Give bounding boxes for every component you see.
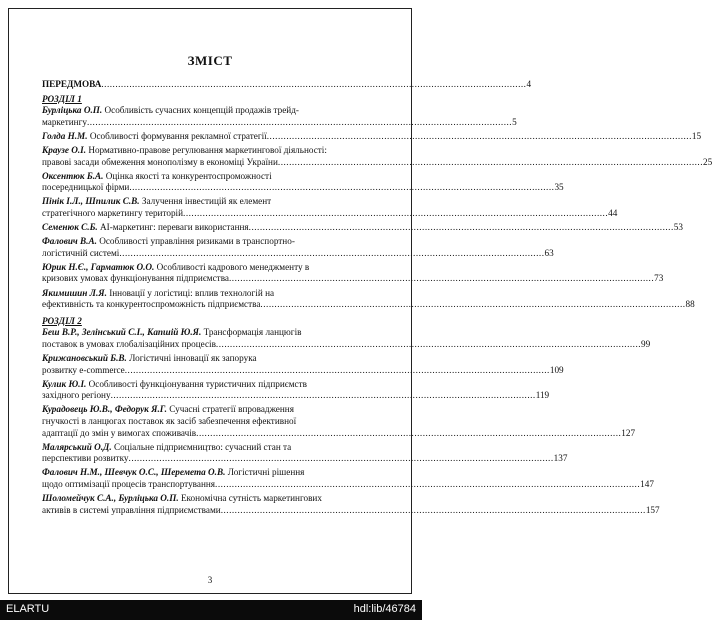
entry-title: гнучкості в ланцюгах поставок як засіб забезпечення ефективної xyxy=(42,415,297,426)
toc-entry-line xyxy=(42,453,568,465)
entry-text xyxy=(42,145,327,155)
entry-text xyxy=(42,105,299,115)
entry-title: Особливості кадрового менеджменту в xyxy=(156,261,310,272)
toc-entry[interactable] xyxy=(42,130,702,143)
toc-entry-line xyxy=(42,338,651,351)
leader-dots xyxy=(125,365,550,377)
intro-label: ПЕРЕДМОВА xyxy=(42,79,102,89)
toc-entry-line xyxy=(42,427,636,440)
section-1-entries xyxy=(42,105,712,311)
leader-dots xyxy=(278,157,703,169)
entry-page: 53 xyxy=(673,222,683,233)
entry-text xyxy=(42,196,271,206)
entry-author: Фалович Н.М., Шевчук О.С., Шеремета О.В. xyxy=(42,467,226,478)
entry-page: 119 xyxy=(535,390,550,401)
intro-page: 4 xyxy=(526,79,532,89)
toc-entry-line xyxy=(42,364,564,377)
page-title: ЗМІСТ xyxy=(187,53,233,68)
toc-entry[interactable] xyxy=(42,493,660,516)
entry-title: Особливості управління ризиками в транспортно- xyxy=(99,236,295,247)
entry-page: 157 xyxy=(645,504,660,515)
toc-entry[interactable] xyxy=(42,441,568,465)
toc-entry[interactable] xyxy=(42,352,564,376)
entry-title: Нормативно-правове регулювання маркетингової діяльності: xyxy=(88,144,327,155)
entry-text xyxy=(42,273,229,285)
entry-author: Якимишин Л.Я. xyxy=(42,287,107,298)
entry-title: AI-маркетинг: переваги використання xyxy=(100,222,249,233)
footer-bar xyxy=(0,600,422,620)
entry-text xyxy=(42,171,272,181)
entry-author: Оксентюк Б.А. xyxy=(42,170,104,181)
toc-entry-line xyxy=(42,196,375,208)
entry-title: Особливості функціонування туристичних підприємств xyxy=(88,378,307,389)
entry-text xyxy=(42,365,125,377)
leader-dots xyxy=(249,222,674,234)
entry-author: Шоломейчук С.А., Бурліцька О.П. xyxy=(42,493,179,503)
entry-page: 63 xyxy=(544,247,554,258)
toc-entry-line xyxy=(42,288,375,300)
entry-text xyxy=(42,416,296,426)
toc-entry[interactable] xyxy=(42,287,695,311)
toc-entry-line xyxy=(42,116,517,129)
entry-title: Оцінка якості та конкурентоспроможності xyxy=(105,170,272,181)
section-2-entries xyxy=(42,327,660,516)
entry-page: 109 xyxy=(549,364,564,375)
entry-text xyxy=(42,262,309,272)
entry-title: Сучасні стратегії впровадження xyxy=(169,404,294,415)
leader-dots xyxy=(183,208,608,220)
toc-entry-line xyxy=(42,105,375,117)
toc-entry-line xyxy=(42,273,664,285)
toc-entry-line xyxy=(42,236,375,248)
entry-text xyxy=(42,248,119,260)
section-2-heading: РОЗДІЛ 2 xyxy=(42,315,82,326)
leader-dots xyxy=(260,299,685,311)
leader-dots xyxy=(196,428,621,440)
leader-dots xyxy=(101,79,526,91)
entry-text xyxy=(42,117,87,129)
page-number: 3 xyxy=(207,575,213,585)
leader-dots xyxy=(129,182,554,194)
entry-text xyxy=(42,208,183,220)
entry-text xyxy=(42,222,249,234)
entry-title: адаптації до змін у вимогах споживачів xyxy=(42,427,197,438)
leader-dots xyxy=(119,248,544,260)
toc-entry[interactable] xyxy=(42,144,712,168)
toc-entry[interactable] xyxy=(42,222,683,234)
entry-page: 88 xyxy=(685,299,695,310)
entry-title: посередницької фірми xyxy=(42,182,130,193)
leader-dots xyxy=(221,505,646,517)
leader-dots xyxy=(267,131,692,143)
toc-entry-line xyxy=(42,156,712,169)
entry-title: маркетингу xyxy=(42,116,87,127)
toc-entry-line xyxy=(42,442,375,454)
book-page xyxy=(8,8,712,594)
toc-entry[interactable] xyxy=(42,378,550,402)
entry-text xyxy=(42,353,257,363)
toc-entry-line xyxy=(42,353,375,365)
toc-entry[interactable] xyxy=(42,236,554,259)
entry-title: Соціальне підприємництво: сучасний стан та xyxy=(113,441,292,452)
entry-title: поставок в умовах глобалізаційних процесів xyxy=(42,338,216,349)
toc-entry-line xyxy=(42,262,375,274)
entry-text xyxy=(42,428,196,440)
footer-handle: hdl:lib/46784 xyxy=(353,603,416,615)
section-1-heading: РОЗДІЛ 1 xyxy=(42,93,82,104)
entry-text xyxy=(42,379,307,389)
toc-entry-line xyxy=(42,504,660,517)
leader-dots xyxy=(129,453,554,465)
entry-title: Особливість сучасних концепцій продажів трейд- xyxy=(104,105,299,116)
entry-author: Голда Н.М. xyxy=(42,130,88,141)
table-of-contents xyxy=(42,79,712,519)
entry-title: стратегічного маркетингу територій xyxy=(42,207,184,218)
entry-text xyxy=(42,479,215,491)
entry-author: Курадовець Ю.В., Федорук Я.Г. xyxy=(42,404,167,415)
entry-author: Малярський О.Д. xyxy=(42,441,112,452)
entry-title: щодо оптимізації процесів транспортування xyxy=(42,478,216,489)
toc-entry-line xyxy=(42,467,375,479)
toc-entry-line xyxy=(42,404,375,416)
toc-entry[interactable] xyxy=(42,170,564,194)
toc-entry-line xyxy=(42,130,702,143)
toc-entry[interactable] xyxy=(42,327,651,350)
toc-entry-line xyxy=(42,299,695,311)
entry-text xyxy=(42,236,295,246)
toc-intro[interactable] xyxy=(42,79,532,91)
entry-page: 35 xyxy=(554,182,564,193)
entry-author: Краузе О.І. xyxy=(42,144,87,155)
entry-title: кризових умовах функціонування підприємства xyxy=(42,273,229,284)
entry-page: 127 xyxy=(621,427,636,438)
toc-entry-line xyxy=(42,182,564,194)
entry-text xyxy=(42,299,260,311)
entry-page: 15 xyxy=(691,130,702,141)
leader-dots xyxy=(111,390,536,402)
entry-title: перспективи розвитку xyxy=(42,453,129,464)
toc-entry-line xyxy=(42,222,683,234)
entry-text xyxy=(42,493,322,503)
entry-text xyxy=(42,182,129,194)
entry-page: 137 xyxy=(553,453,568,464)
entry-author: Кулик Ю.І. xyxy=(42,378,87,389)
entry-title: Економічна сутність маркетингових xyxy=(180,493,322,503)
toc-entry[interactable] xyxy=(42,467,654,490)
toc-entry[interactable] xyxy=(42,261,664,285)
entry-title: Інновації у логістиці: вплив технологій на xyxy=(109,287,275,298)
entry-page: 99 xyxy=(641,338,651,349)
entry-text xyxy=(42,131,267,143)
entry-text xyxy=(42,327,301,337)
entry-author: Семенюк С.Б. xyxy=(42,222,98,233)
toc-entry-line xyxy=(42,416,375,428)
toc-entry-line xyxy=(42,379,375,391)
entry-text xyxy=(42,339,216,351)
toc-entry-line xyxy=(42,145,375,157)
entry-title: ефективність та конкурентоспроможність підприємства xyxy=(42,299,261,310)
entry-text xyxy=(42,442,291,452)
entry-text xyxy=(42,505,221,517)
entry-text xyxy=(42,157,278,169)
leader-dots xyxy=(229,273,654,285)
entry-text xyxy=(42,288,274,298)
entry-text xyxy=(42,467,304,477)
entry-page: 44 xyxy=(608,207,618,218)
leader-dots xyxy=(215,479,640,491)
footer-repository: ELARTU xyxy=(6,603,50,615)
entry-title: розвитку e-commerce xyxy=(42,364,125,375)
toc-entry-line xyxy=(42,493,375,505)
toc-entry-line xyxy=(42,171,375,183)
entry-title: Залучення інвестицій як елемент xyxy=(141,196,272,207)
leader-dots xyxy=(216,339,641,351)
entry-title: Особливості формування рекламної стратегії xyxy=(89,130,267,141)
entry-author: Юрик Н.Є., Гарматюк О.О. xyxy=(42,261,155,272)
entry-title: Трансформація ланцюгів xyxy=(203,327,302,338)
entry-page: 147 xyxy=(640,478,654,489)
entry-page: 73 xyxy=(654,273,664,284)
entry-page: 5 xyxy=(512,116,517,127)
toc-entry-line xyxy=(42,327,375,339)
entry-author: Бурліцька О.П. xyxy=(42,105,103,116)
entry-text xyxy=(42,404,294,414)
entry-title: правові засади обмеження монополізму в економіці України xyxy=(42,156,278,167)
toc-entry[interactable] xyxy=(42,404,636,439)
entry-author: Беш В.Р., Зелінський С.І., Капшій Ю.Я. xyxy=(42,327,202,338)
entry-title: активів в системі управління підприємствами xyxy=(42,504,221,515)
entry-author: Пінік І.Л., Шпилик С.В. xyxy=(42,196,140,207)
entry-title: Логістичні рішення xyxy=(227,467,305,478)
entry-page: 25 xyxy=(703,156,712,167)
entry-title: логістичній системі xyxy=(42,247,120,258)
entry-title: західного регіону xyxy=(42,390,111,401)
entry-author: Фалович В.А. xyxy=(42,236,97,247)
toc-entry-line xyxy=(42,207,618,220)
toc-entry[interactable] xyxy=(42,105,517,128)
toc-entry-line xyxy=(42,247,554,260)
entry-text xyxy=(42,390,111,402)
entry-title: Логістичні інновації як запорука xyxy=(129,352,257,363)
leader-dots xyxy=(87,117,512,129)
entry-text xyxy=(42,453,129,465)
toc-entry-line xyxy=(42,478,654,491)
entry-author: Крижановський Б.В. xyxy=(42,352,127,363)
toc-entry[interactable] xyxy=(42,196,618,219)
toc-entry-line xyxy=(42,390,550,402)
